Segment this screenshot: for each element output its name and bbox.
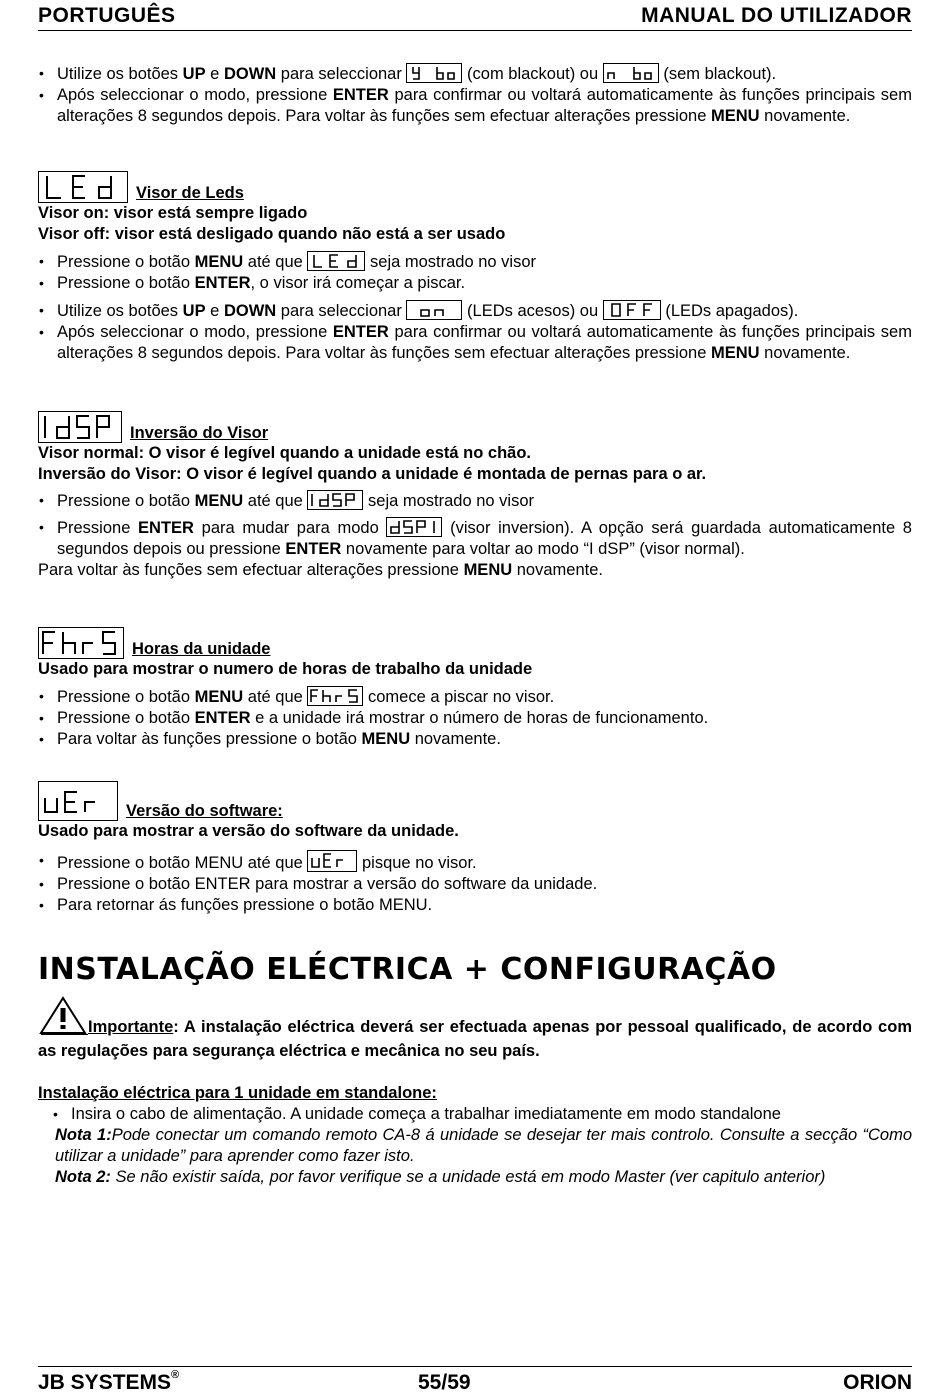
page-footer bbox=[38, 1366, 912, 1395]
list-item: • Pressione o botão ENTER, o visor irá começar a piscar. bbox=[38, 273, 912, 294]
page-number: 55/59 bbox=[418, 1371, 471, 1394]
header-language: PORTUGUÊS bbox=[38, 4, 176, 27]
section-title: Horas da unidade bbox=[132, 640, 271, 658]
section-heading bbox=[38, 171, 912, 203]
list-item: • Após seleccionar o modo, pressione ENTER para confirmar ou voltará automaticamente às funções principais sem alterações 8 segundos depois. Para voltar às funções sem efectuar alterações pressione MENU novamente. bbox=[38, 85, 912, 127]
display-off-icon bbox=[603, 300, 661, 320]
subsection-heading: Instalação eléctrica para 1 unidade em standalone: bbox=[38, 1084, 437, 1102]
header-manual-title: MANUAL DO UTILIZADOR bbox=[641, 4, 912, 27]
note-1: Nota 1:Pode conectar um comando remoto CA-8 á unidade se desejar ter mais controlo. Consulte a secção “Como utilizar a unidade” para aprender como fazer isto. bbox=[55, 1126, 912, 1165]
section-title: Inversão do Visor bbox=[130, 424, 269, 442]
display-idsp-icon bbox=[38, 411, 122, 443]
hours-section: Horas da unidade Usado para mostrar o numero de horas de trabalho da unidade • Pressione o botão MENU até que comece a piscar no visor. • Pressione o botão ENTER e a unidade irá mostrar o número de horas de funcionamento. • Para voltar às funções pressione o botão MENU novamente. bbox=[38, 627, 912, 750]
blackout-section bbox=[38, 63, 912, 127]
list-item: • Utilize os botões UP e DOWN para seleccionar (com blackout) ou (sem blackout). bbox=[38, 63, 912, 85]
display-led-icon bbox=[307, 251, 365, 271]
footer-product: ORION bbox=[843, 1371, 912, 1394]
display-fhrs-icon bbox=[307, 686, 363, 706]
display-idsp-icon bbox=[307, 490, 363, 510]
display-led-icon bbox=[38, 171, 128, 203]
section-title: Visor de Leds bbox=[136, 184, 244, 202]
list-item: • Para retornar ás funções pressione o botão MENU. bbox=[38, 895, 912, 916]
section-heading bbox=[38, 781, 912, 821]
list-item: • Pressione o botão MENU até que comece a piscar no visor. bbox=[38, 686, 912, 708]
list-item: • Utilize os botões UP e DOWN para seleccionar (LEDs acesos) ou (LEDs apagados). bbox=[38, 300, 912, 322]
important-label: Importante bbox=[88, 1018, 174, 1036]
list-item: • Pressione o botão MENU até que seja mostrado no visor bbox=[38, 251, 912, 273]
list-item: • Para voltar às funções pressione o botão MENU novamente. bbox=[38, 729, 912, 750]
note-2: Nota 2: Se não existir saída, por favor verifique se a unidade está em modo Master (ver capitulo anterior) bbox=[55, 1168, 826, 1186]
list-item: • Após seleccionar o modo, pressione ENTER para confirmar ou voltará automaticamente às funções principais sem alterações 8 segundos depois. Para voltar às funções sem efectuar alterações pressione MENU novamente. bbox=[38, 322, 912, 364]
leds-section: Visor de Leds Visor on: visor está sempre ligado Visor off: visor está desligado quando não está a ser usado • Pressione o botão MENU até que seja mostrado no visor • Pressione o botão ENTER, o visor irá começar a piscar. • Utilize os botões UP e DOWN para seleccionar (LEDs acesos) ou (LEDs apagados). • Após seleccionar o modo, pressione ENTER para confirmar ou voltará automaticamente às funções principais sem alterações 8 segundos depois. Para voltar às funções sem efectuar alterações pressione MENU novamente. bbox=[38, 171, 912, 364]
display-n-bo-icon bbox=[603, 63, 659, 83]
software-section: Versão do software: Usado para mostrar a versão do software da unidade. • Pressione o botão MENU até que pisque no visor. • Pressione o botão ENTER para mostrar a versão do software da unidade. • Para retornar ás funções pressione o botão MENU. bbox=[38, 781, 912, 916]
section-heading bbox=[38, 627, 912, 659]
warning-triangle-icon bbox=[38, 995, 88, 1041]
display-y-bo-icon bbox=[406, 63, 462, 83]
electrical-section: INSTALAÇÃO ELÉCTRICA + CONFIGURAÇÃO Importante: A instalação eléctrica deverá ser efectuada apenas por pessoal qualificado, de acordo com as regulações para segurança eléctrica e mecânica no seu país. Instalação eléctrica para 1 unidade em standalone: • Insira o cabo de alimentação. A unidade começa a trabalhar imediatamente em modo standalone Nota 1:Pode conectar um comando remoto CA-8 á unidade se desejar ter mais controlo. Consulte a secção “Como utilizar a unidade” para aprender como fazer isto. Nota 2: Se não existir saída, por favor verifique se a unidade está em modo Master (ver capitulo anterior) bbox=[38, 952, 912, 1188]
display-dsp-inverted-icon bbox=[386, 517, 442, 537]
page-header bbox=[38, 4, 912, 31]
display-ver-icon bbox=[307, 850, 357, 872]
list-item: • Pressione ENTER para mudar para modo (visor inversion). A opção será guardada automaticamente 8 segundos depois ou pressione ENTER novamente para voltar ao modo “I dSP” (visor normal). bbox=[38, 517, 912, 560]
page-title: INSTALAÇÃO ELÉCTRICA + CONFIGURAÇÃO bbox=[38, 952, 777, 987]
list-item: • Pressione o botão MENU até que pisque no visor. bbox=[38, 850, 912, 874]
list-item: • Insira o cabo de alimentação. A unidade começa a trabalhar imediatamente em modo standalone bbox=[52, 1104, 912, 1125]
display-on-icon bbox=[406, 300, 462, 320]
inversion-section: Inversão do Visor Visor normal: O visor é legível quando a unidade está no chão. Inversão do Visor: O visor é legível quando a unidade é montada de pernas para o ar. • Pressione o botão MENU até que seja mostrado no visor • Pressione ENTER para mudar para modo (visor inversion). A opção será guardada automaticamente 8 segundos depois ou pressione ENTER novamente para voltar ao modo “I dSP” (visor normal). Para voltar às funções sem efectuar alterações pressione MENU novamente. bbox=[38, 411, 912, 581]
display-ver-icon bbox=[38, 781, 118, 821]
display-fhrs-icon bbox=[38, 627, 124, 659]
section-heading bbox=[38, 411, 912, 443]
list-item: • Pressione o botão ENTER para mostrar a versão do software da unidade. bbox=[38, 874, 912, 895]
list-item: • Pressione o botão ENTER e a unidade irá mostrar o número de horas de funcionamento. bbox=[38, 708, 912, 729]
list-item: • Pressione o botão MENU até que seja mostrado no visor bbox=[38, 490, 912, 512]
section-title: Versão do software: bbox=[126, 802, 283, 820]
footer-brand: JB SYSTEMS® bbox=[38, 1369, 180, 1394]
